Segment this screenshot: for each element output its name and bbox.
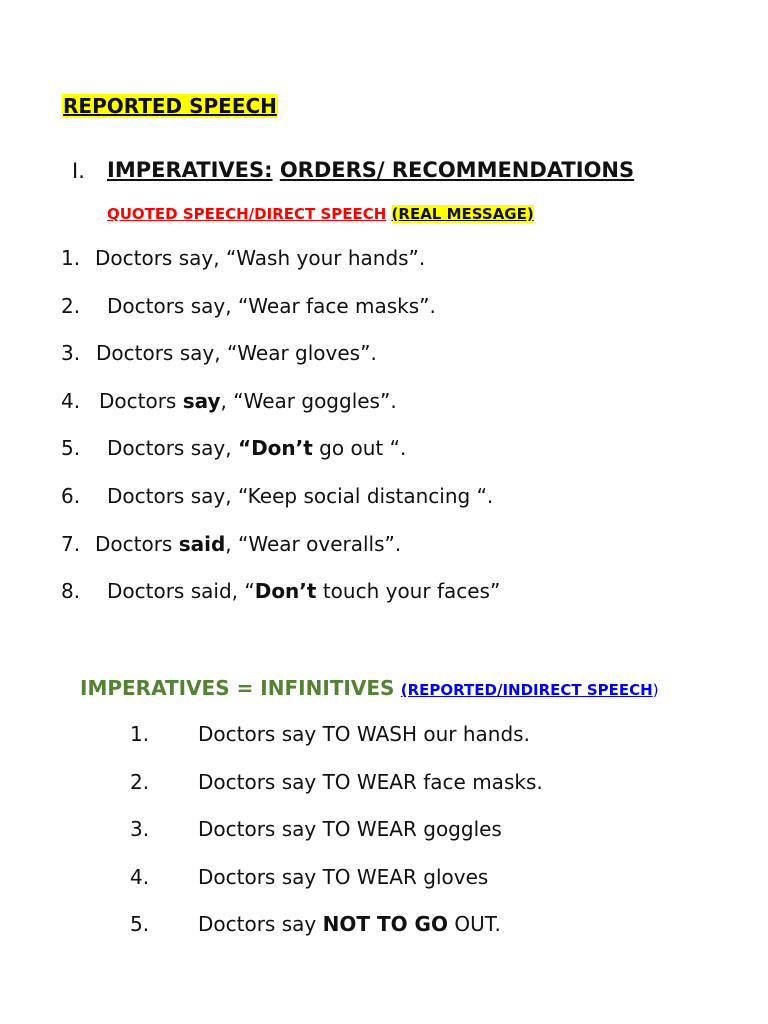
list-item-emphasis: “Don’t xyxy=(237,436,313,461)
list-item-text xyxy=(107,484,493,508)
list-item-text-part: Doctors said, “ xyxy=(107,579,255,604)
list-item-text xyxy=(198,770,543,794)
indirect-speech-close: ) xyxy=(652,681,659,699)
list-item-text xyxy=(198,865,488,889)
list-item-number: 3. xyxy=(130,817,150,842)
list-item-text-part: Doctors say xyxy=(198,912,323,937)
list-item-number: 5. xyxy=(130,912,150,937)
list-item-text-part: Doctors say TO WEAR goggles xyxy=(198,817,502,842)
list-item-number: 4. xyxy=(61,388,81,413)
quoted-speech-label xyxy=(107,205,534,223)
list-item-text-part: Doctors xyxy=(99,388,183,413)
list-item-text xyxy=(107,294,436,318)
list-item-text-part: Doctors say, xyxy=(107,436,238,461)
list-item-text-part: Doctors say TO WASH our hands. xyxy=(198,722,530,746)
list-item-text xyxy=(107,436,406,460)
list-item-text-part: , “Wear overalls”. xyxy=(225,531,402,556)
section-numeral: I. xyxy=(72,159,85,183)
list-item-text xyxy=(99,389,397,413)
page-title: REPORTED SPEECH xyxy=(63,94,277,118)
list-item-text-part: Doctors xyxy=(95,531,179,556)
list-item-text xyxy=(198,912,501,936)
section-heading-imperatives: IMPERATIVES: xyxy=(107,158,273,182)
list-item-text-part: touch your faces” xyxy=(316,579,501,604)
list-item-number: 1. xyxy=(130,722,150,746)
list-item-number: 2. xyxy=(130,769,150,794)
list-item-text-part: Doctors say TO WEAR gloves xyxy=(198,864,489,889)
list-item-text-part: Doctors say, “Wear gloves”. xyxy=(96,341,377,366)
list-item-number: 4. xyxy=(130,864,150,889)
list-item-emphasis: say xyxy=(182,388,221,413)
list-item-text-part: Doctors say TO WEAR face masks. xyxy=(198,769,543,794)
list-item-number: 3. xyxy=(61,341,81,366)
list-item-text xyxy=(107,579,500,603)
list-item-text-part: go out “. xyxy=(312,436,407,461)
list-item-text-part: Doctors say, “Keep social distancing “. xyxy=(107,484,494,508)
infinitives-heading xyxy=(80,676,659,700)
real-message-highlight: (REAL MESSAGE) xyxy=(391,205,534,223)
list-item-text xyxy=(95,532,401,556)
section-heading xyxy=(107,158,634,182)
quoted-speech-text: QUOTED SPEECH/DIRECT SPEECH xyxy=(107,205,387,223)
list-item-number: 6. xyxy=(61,484,81,508)
list-item-text xyxy=(95,246,425,270)
list-item-number: 1. xyxy=(61,246,81,270)
list-item-text-part: , “Wear goggles”. xyxy=(220,388,397,413)
section-heading-orders: ORDERS/ RECOMMENDATIONS xyxy=(279,158,635,182)
list-item-text xyxy=(96,341,377,365)
list-item-emphasis: Don’t xyxy=(254,579,317,604)
list-item-number: 2. xyxy=(61,293,81,318)
list-item-text xyxy=(198,817,502,841)
list-item-emphasis: NOT TO GO xyxy=(322,912,448,937)
infinitives-title: IMPERATIVES = INFINITIVES xyxy=(80,676,395,700)
list-item-text-part: Doctors say, “Wear face masks”. xyxy=(107,293,436,318)
list-item-text-part: OUT. xyxy=(447,912,501,937)
list-item-emphasis: said xyxy=(178,531,226,556)
list-item-text-part: Doctors say, “Wash your hands”. xyxy=(95,246,426,270)
list-item-number: 5. xyxy=(61,436,81,461)
list-item-number: 8. xyxy=(61,579,81,604)
list-item-text xyxy=(198,722,530,746)
indirect-speech-label: (REPORTED/INDIRECT SPEECH xyxy=(400,681,653,699)
list-item-number: 7. xyxy=(61,531,81,556)
